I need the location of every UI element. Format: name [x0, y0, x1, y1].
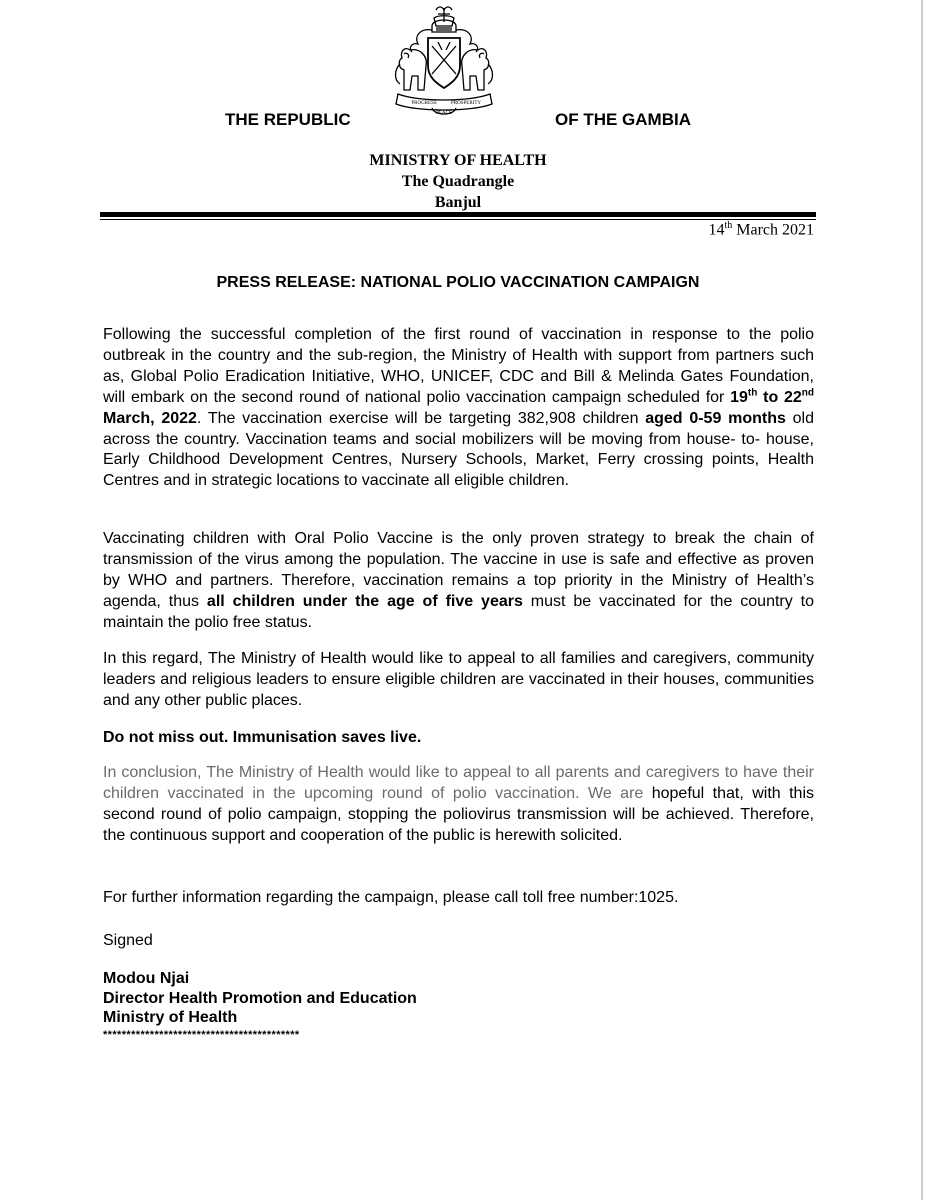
crest-motto-right: PROSPERITY — [450, 101, 482, 106]
campaign-dates: 19th to 22nd March, 2022 — [103, 387, 814, 427]
letterhead-divider-thick — [100, 212, 816, 217]
crest-motto-left: PROGRESS — [411, 101, 437, 106]
conclusion-grey-text: In conclusion, The Ministry of Health would like to appeal to all parents and caregivers to have their children vaccinated in the upcoming round of polio vaccination. We are — [103, 764, 814, 802]
conclusion-text: hopeful that, with this second round of polio campaign, stopping the poliovirus transmission will be achieved. Therefore, the continuous support and cooperation of the public is herewith solicited. — [103, 784, 815, 844]
paragraph-text: . The vaccination exercise will be targeting 382,908 children — [196, 409, 646, 427]
paragraph-conclusion — [103, 763, 814, 847]
ministry-name: MINISTRY OF HEALTH — [369, 152, 547, 169]
release-date — [708, 220, 814, 239]
date-day: 14 — [708, 221, 725, 239]
signature-block — [103, 969, 417, 1042]
contact-information: For further information regarding the campaign, please call toll free number:1025. — [103, 889, 679, 906]
paragraph-vaccine-safety — [103, 529, 814, 634]
paragraph-text: Vaccinating children with Oral Polio Vaccine is the only proven strategy to break the chain of transmission of the virus among the population. The vaccine in use is safe and effective as proven by WHO and partners. Therefore, vaccination remains a top priority in the Ministry of Health’s agenda, thus — [103, 530, 814, 610]
ministry-address-block — [100, 150, 816, 213]
target-children-emphasis: all children under the age of five years — [206, 592, 523, 610]
callout-text: Do not miss out. Immunisation saves live. — [103, 729, 422, 746]
paragraph-campaign-details — [103, 325, 814, 492]
address-line-1: The Quadrangle — [401, 173, 515, 190]
date-suffix: th — [724, 220, 733, 231]
signatory-position: Director Health Promotion and Education — [103, 989, 417, 1007]
address-line-2: Banjul — [434, 194, 482, 211]
crest-motto-bottom: PEACE — [436, 111, 452, 116]
letterhead-right-text: OF THE GAMBIA — [555, 110, 691, 129]
signature-separator: ****************************************** — [103, 1028, 300, 1041]
date-month-year: March 2021 — [736, 221, 814, 239]
target-age-group: aged 0-59 months — [645, 409, 786, 427]
paragraph-text: old across the country. Vaccination teams and social mobilizers will be moving from house- to- house, Early Childhood Development Centres, Nursery Schools, Market, Ferry crossing points, Health Centres and in strategic locations to vaccinate all eligible children. — [103, 409, 814, 490]
callout-message — [103, 728, 814, 749]
coat-of-arms-icon — [388, 4, 500, 120]
paragraph-appeal: In this regard, The Ministry of Health would like to appeal to all families and caregivers, community leaders and religious leaders to ensure eligible children are vaccinated in their houses, communities and any other public places. — [103, 650, 814, 709]
signed-label: Signed — [103, 932, 153, 949]
paragraph-text: must be vaccinated for the country to maintain the polio free status. — [103, 592, 815, 631]
paragraph-text: Following the successful completion of the first round of vaccination in response to the polio outbreak in the country and the sub-region, the Ministry of Health with support from partners such as, Global Polio Eradication Initiative, WHO, UNICEF, CDC and Bill & Melinda Gates Foundation, will embark on the second round of national polio vaccination campaign scheduled for — [103, 326, 814, 406]
signatory-organisation: Ministry of Health — [103, 1009, 238, 1026]
press-release-title: PRESS RELEASE: NATIONAL POLIO VACCINATION CAMPAIGN — [216, 274, 700, 291]
letterhead-left-text: THE REPUBLIC — [225, 110, 351, 129]
signatory-name: Modou Njai — [103, 970, 190, 987]
page-edge-divider — [921, 0, 923, 1200]
